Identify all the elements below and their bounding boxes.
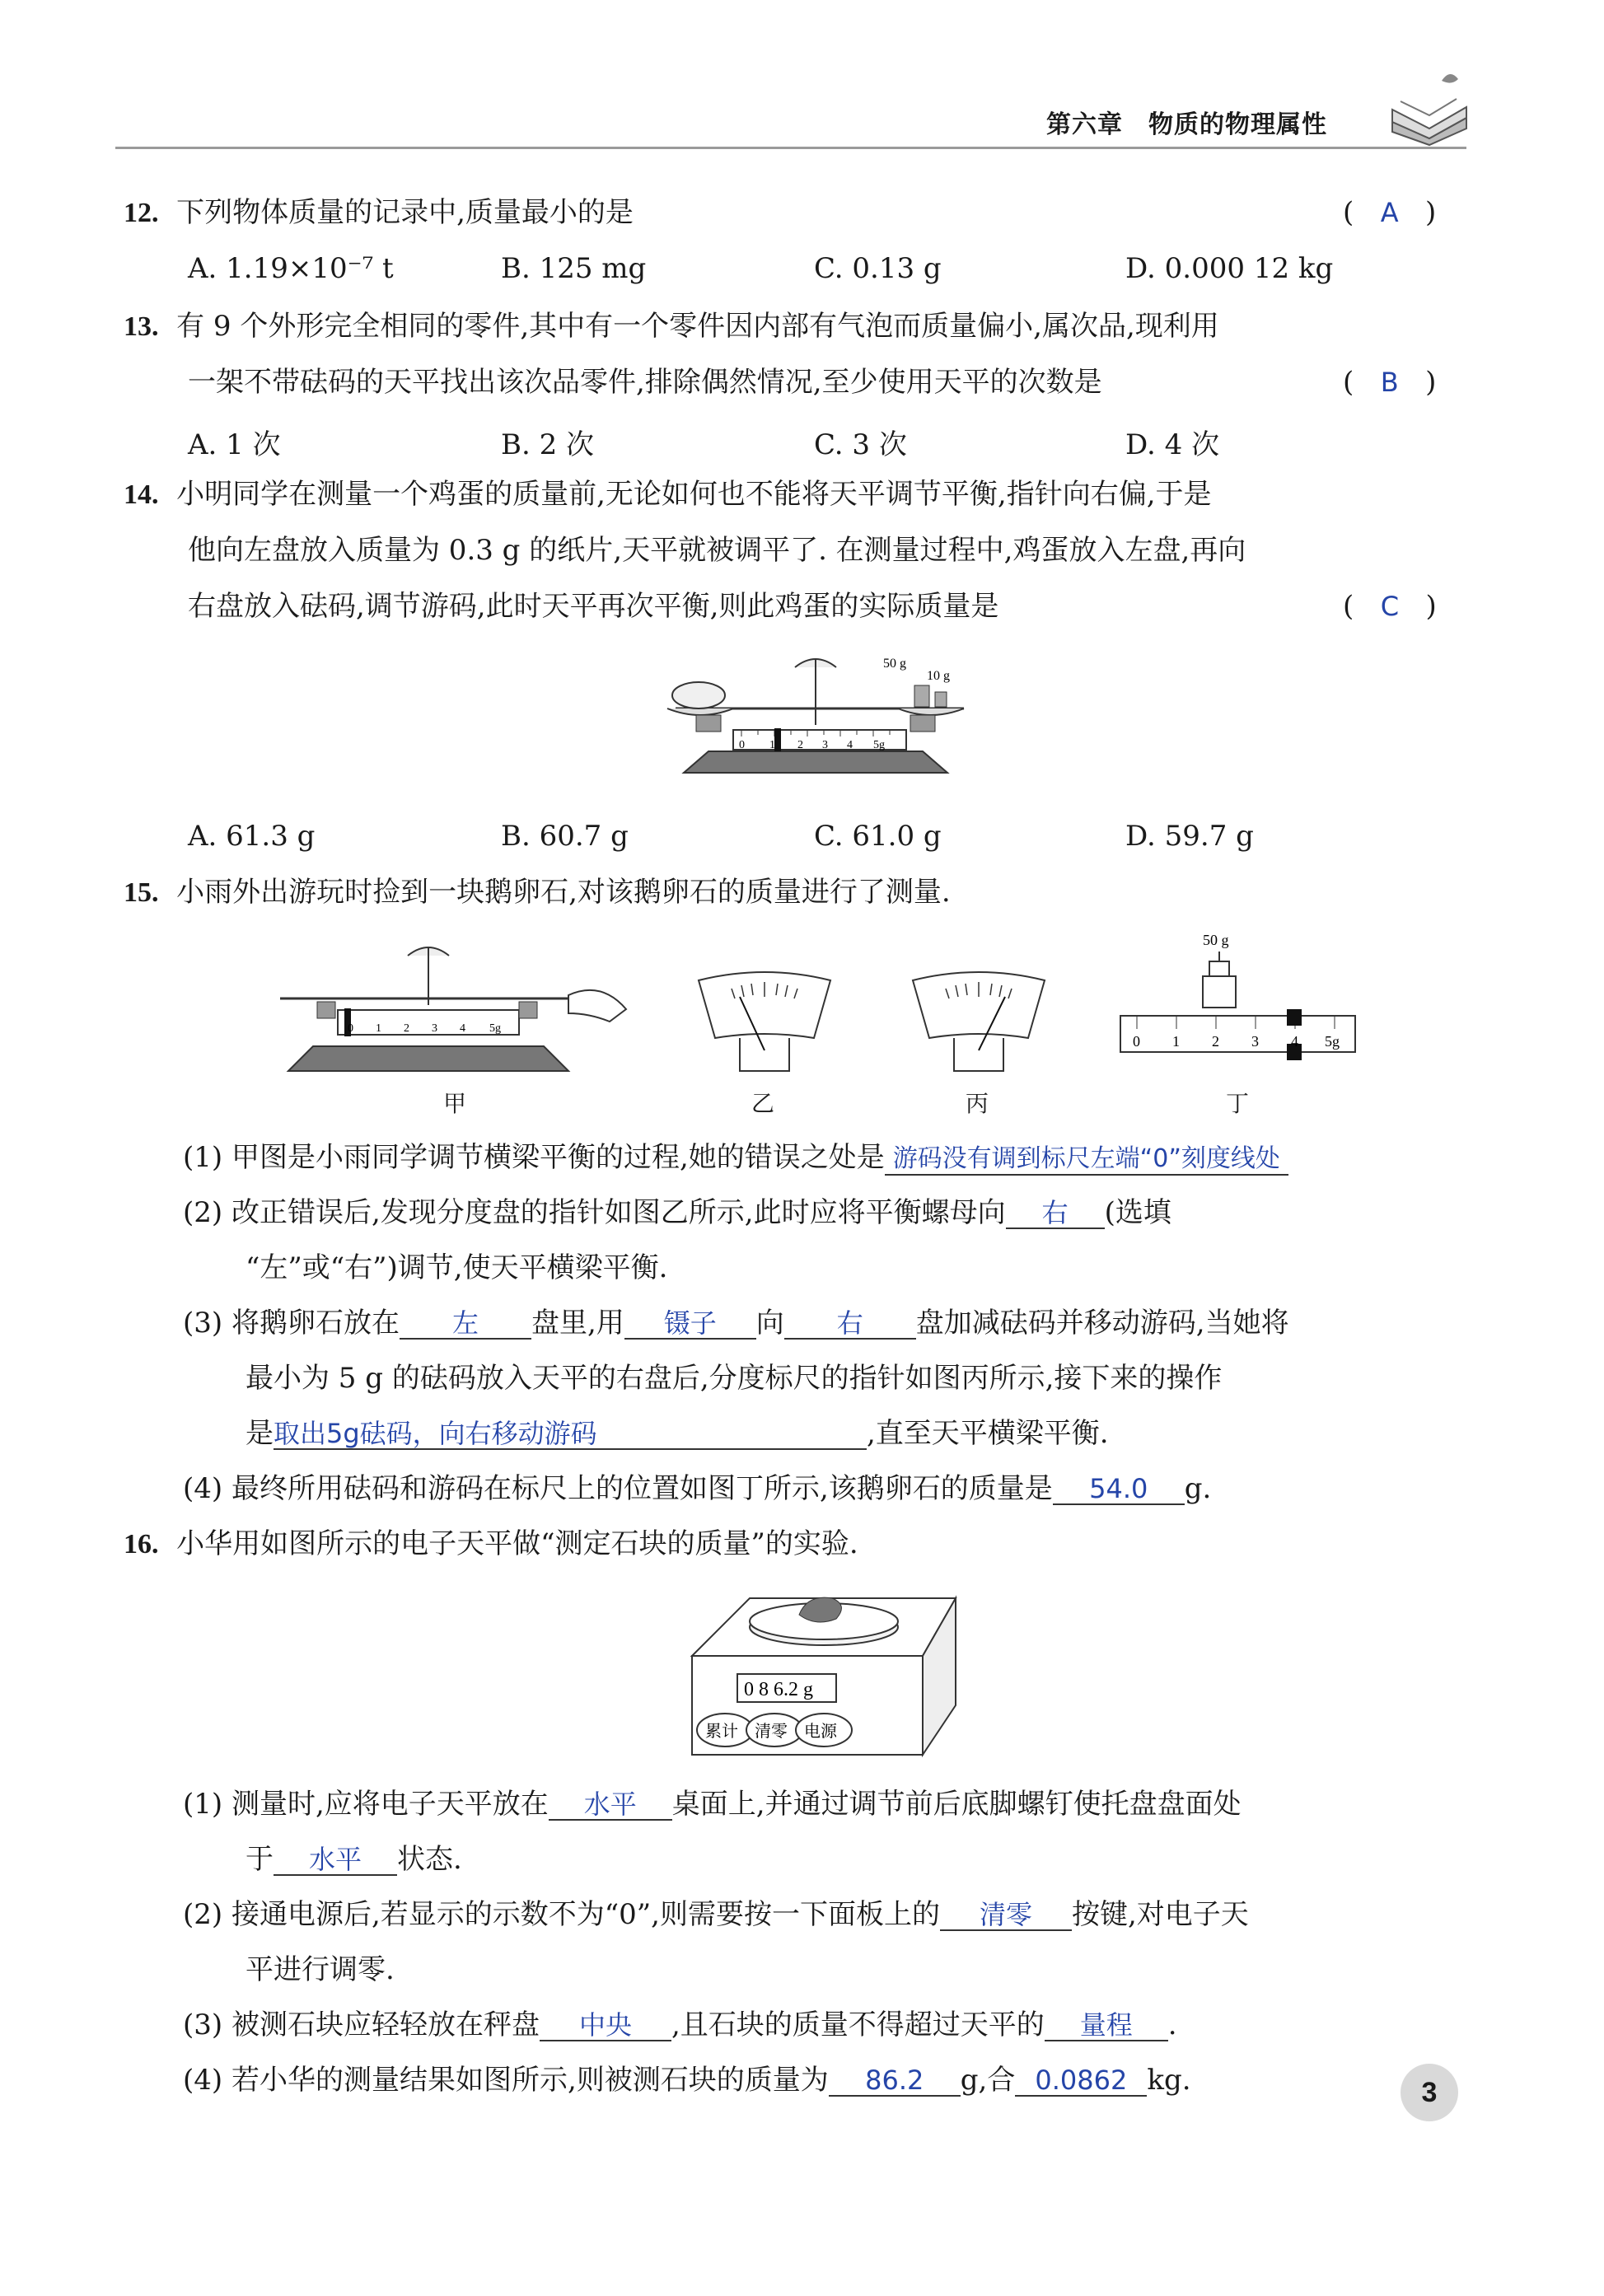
q16-sub4-blank2[interactable]: 0.0862 <box>1015 2065 1147 2097</box>
q16-sub1-blank2[interactable]: 水平 <box>274 1845 397 1876</box>
q13-answer-box: ( B ) <box>1343 366 1437 399</box>
svg-text:0: 0 <box>348 1022 353 1035</box>
q16-display-value: 0 8 6.2 g <box>744 1679 813 1700</box>
q12-option-c: C. 0.13 g <box>814 252 942 285</box>
q14-line1: 14. 小明同学在测量一个鸡蛋的质量前,无论如何也不能将天平调节平衡,指针向右偏,于是 <box>124 478 1212 511</box>
q15-sub2-blank[interactable]: 右 <box>1006 1198 1105 1229</box>
q16-stem: 16. 小华用如图所示的电子天平做“测定石块的质量”的实验. <box>124 1527 858 1560</box>
q14-line3: 右盘放入砝码,调节游码,此时天平再次平衡,则此鸡蛋的实际质量是 <box>188 590 999 623</box>
q12-stem: 12. 下列物体质量的记录中,质量最小的是 <box>124 196 634 229</box>
q15-sub3-blank3[interactable]: 右 <box>784 1308 916 1340</box>
page-number: 3 <box>1401 2064 1458 2121</box>
q13-answer: B <box>1380 367 1399 398</box>
svg-text:2: 2 <box>404 1022 409 1035</box>
svg-text:0: 0 <box>739 739 745 751</box>
q16-sub1-blank1[interactable]: 水平 <box>549 1789 672 1821</box>
q12-answer: A <box>1380 197 1399 228</box>
chapter-header: 第六章 物质的物理属性 <box>1046 110 1327 139</box>
q13-line1: 13. 有 9 个外形完全相同的零件,其中有一个零件因内部有气泡而质量偏小,属次品,现利用 <box>124 310 1219 343</box>
q16-btn-accumulate: 累计 <box>705 1721 738 1741</box>
svg-text:4: 4 <box>847 739 853 751</box>
q13-option-b: B. 2 次 <box>501 428 595 461</box>
q15-stem: 15. 小雨外出游玩时捡到一块鹅卵石,对该鹅卵石的质量进行了测量. <box>124 876 951 909</box>
q14-option-a: A. 61.3 g <box>188 820 316 853</box>
q15-figure-yi <box>690 964 839 1079</box>
q16-sub4-blank1[interactable]: 86.2 <box>829 2065 961 2097</box>
svg-text:3: 3 <box>1251 1033 1259 1050</box>
header-rule <box>115 147 1466 149</box>
svg-text:4: 4 <box>460 1022 465 1035</box>
svg-text:5g: 5g <box>873 739 885 751</box>
q16-sub3: (3) 被测石块应轻轻放在秤盘 中央 ,且石块的质量不得超过天平的 量程 . <box>183 2008 1177 2041</box>
q15-sub2: (2) 改正错误后,发现分度盘的指针如图乙所示,此时应将平衡螺母向 右 (选填 <box>183 1196 1171 1229</box>
q16-sub1: (1) 测量时,应将电子天平放在 水平 桌面上,并通过调节前后底脚螺钉使托盘盘面处 <box>183 1788 1242 1821</box>
svg-text:5g: 5g <box>489 1022 501 1035</box>
q16-sub2: (2) 接通电源后,若显示的示数不为“0”,则需要按一下面板上的 清零 按键,对电子天 <box>183 1898 1249 1931</box>
q13-option-a: A. 1 次 <box>188 428 281 461</box>
q16-sub3-blank1[interactable]: 中央 <box>540 2010 671 2041</box>
q16-sub2-blank[interactable]: 清零 <box>940 1900 1072 1931</box>
q12-option-a: A. 1.19×10⁻⁷ t <box>188 252 394 285</box>
book-icon <box>1384 64 1475 147</box>
q14-weight-50g-label: 50 g <box>883 657 906 671</box>
q15-caption-ding: 丁 <box>1226 1090 1250 1117</box>
svg-text:2: 2 <box>1212 1033 1219 1050</box>
q15-figure-ding <box>1112 927 1359 1079</box>
q16-btn-power: 电源 <box>804 1721 837 1741</box>
q12-option-b: B. 125 mg <box>501 252 647 285</box>
q15-sub1: (1) 甲图是小雨同学调节横梁平衡的过程,她的错误之处是 游码没有调到标尺左端“0”刻度线处 <box>183 1141 1288 1176</box>
q15-weight-50g-label: 50 g <box>1203 932 1229 948</box>
q15-sub4-blank[interactable]: 54.0 <box>1053 1474 1185 1505</box>
q15-sub3: (3) 将鹅卵石放在 左 盘里,用 镊子 向 右 盘加减砝码并移动游码,当她将 <box>183 1307 1289 1340</box>
q14-weight-10g-label: 10 g <box>927 669 950 683</box>
q12-answer-box: ( A ) <box>1343 196 1437 229</box>
svg-text:0: 0 <box>1133 1033 1140 1050</box>
q15-caption-jia: 甲 <box>443 1090 467 1117</box>
q15-sub3-blank2[interactable]: 镊子 <box>624 1308 756 1340</box>
q14-option-d: D. 59.7 g <box>1125 820 1254 853</box>
q14-answer-box: ( C ) <box>1343 590 1437 623</box>
q15-sub2-cont: “左”或“右”)调节,使天平横梁平衡. <box>246 1251 668 1284</box>
q15-sub3-blank1[interactable]: 左 <box>400 1308 531 1340</box>
q16-sub2-cont: 平进行调零. <box>246 1953 395 1986</box>
q16-electronic-balance-figure <box>684 1582 964 1763</box>
q15-sub1-blank[interactable]: 游码没有调到标尺左端“0”刻度线处 <box>885 1144 1288 1176</box>
q13-line2: 一架不带砝码的天平找出该次品零件,排除偶然情况,至少使用天平的次数是 <box>188 366 1102 399</box>
q16-sub3-blank2[interactable]: 量程 <box>1045 2010 1168 2041</box>
svg-text:1: 1 <box>376 1022 381 1035</box>
q14-balance-figure <box>651 643 980 791</box>
q16-btn-clear: 清零 <box>755 1721 788 1741</box>
q15-figure-bing <box>905 964 1053 1079</box>
q15-caption-bing: 丙 <box>966 1090 989 1117</box>
q14-option-c: C. 61.0 g <box>814 820 942 853</box>
q12-option-d: D. 0.000 12 kg <box>1125 252 1334 285</box>
q15-sub3-cont2: 是取出5g砝码，向右移动游码 ,直至天平横梁平衡. <box>246 1417 1109 1450</box>
svg-text:4: 4 <box>1291 1033 1298 1050</box>
q14-line2: 他向左盘放入质量为 0.3 g 的纸片,天平就被调平了. 在测量过程中,鸡蛋放入左盘,再向 <box>188 534 1246 567</box>
q15-sub3-blank4[interactable]: 取出5g砝码，向右移动游码 <box>274 1419 867 1450</box>
q14-answer: C <box>1380 591 1400 622</box>
svg-text:2: 2 <box>797 739 803 751</box>
q14-option-b: B. 60.7 g <box>501 820 629 853</box>
q15-sub4: (4) 最终所用砝码和游码在标尺上的位置如图丁所示,该鹅卵石的质量是 54.0 g. <box>183 1472 1212 1505</box>
q15-sub3-cont1: 最小为 5 g 的砝码放入天平的右盘后,分度标尺的指针如图丙所示,接下来的操作 <box>246 1362 1223 1395</box>
q15-figure-jia <box>272 931 634 1079</box>
svg-text:1: 1 <box>1172 1033 1180 1050</box>
svg-text:1: 1 <box>769 739 775 751</box>
q16-sub4: (4) 若小华的测量结果如图所示,则被测石块的质量为 86.2 g,合 0.0862 kg. <box>183 2064 1191 2097</box>
svg-text:3: 3 <box>822 739 828 751</box>
svg-text:3: 3 <box>432 1022 437 1035</box>
q16-sub1-cont: 于 水平 状态. <box>246 1843 462 1876</box>
q13-option-c: C. 3 次 <box>814 428 907 461</box>
svg-text:5g: 5g <box>1325 1033 1340 1050</box>
q15-caption-yi: 乙 <box>751 1090 775 1117</box>
q13-option-d: D. 4 次 <box>1125 428 1220 461</box>
